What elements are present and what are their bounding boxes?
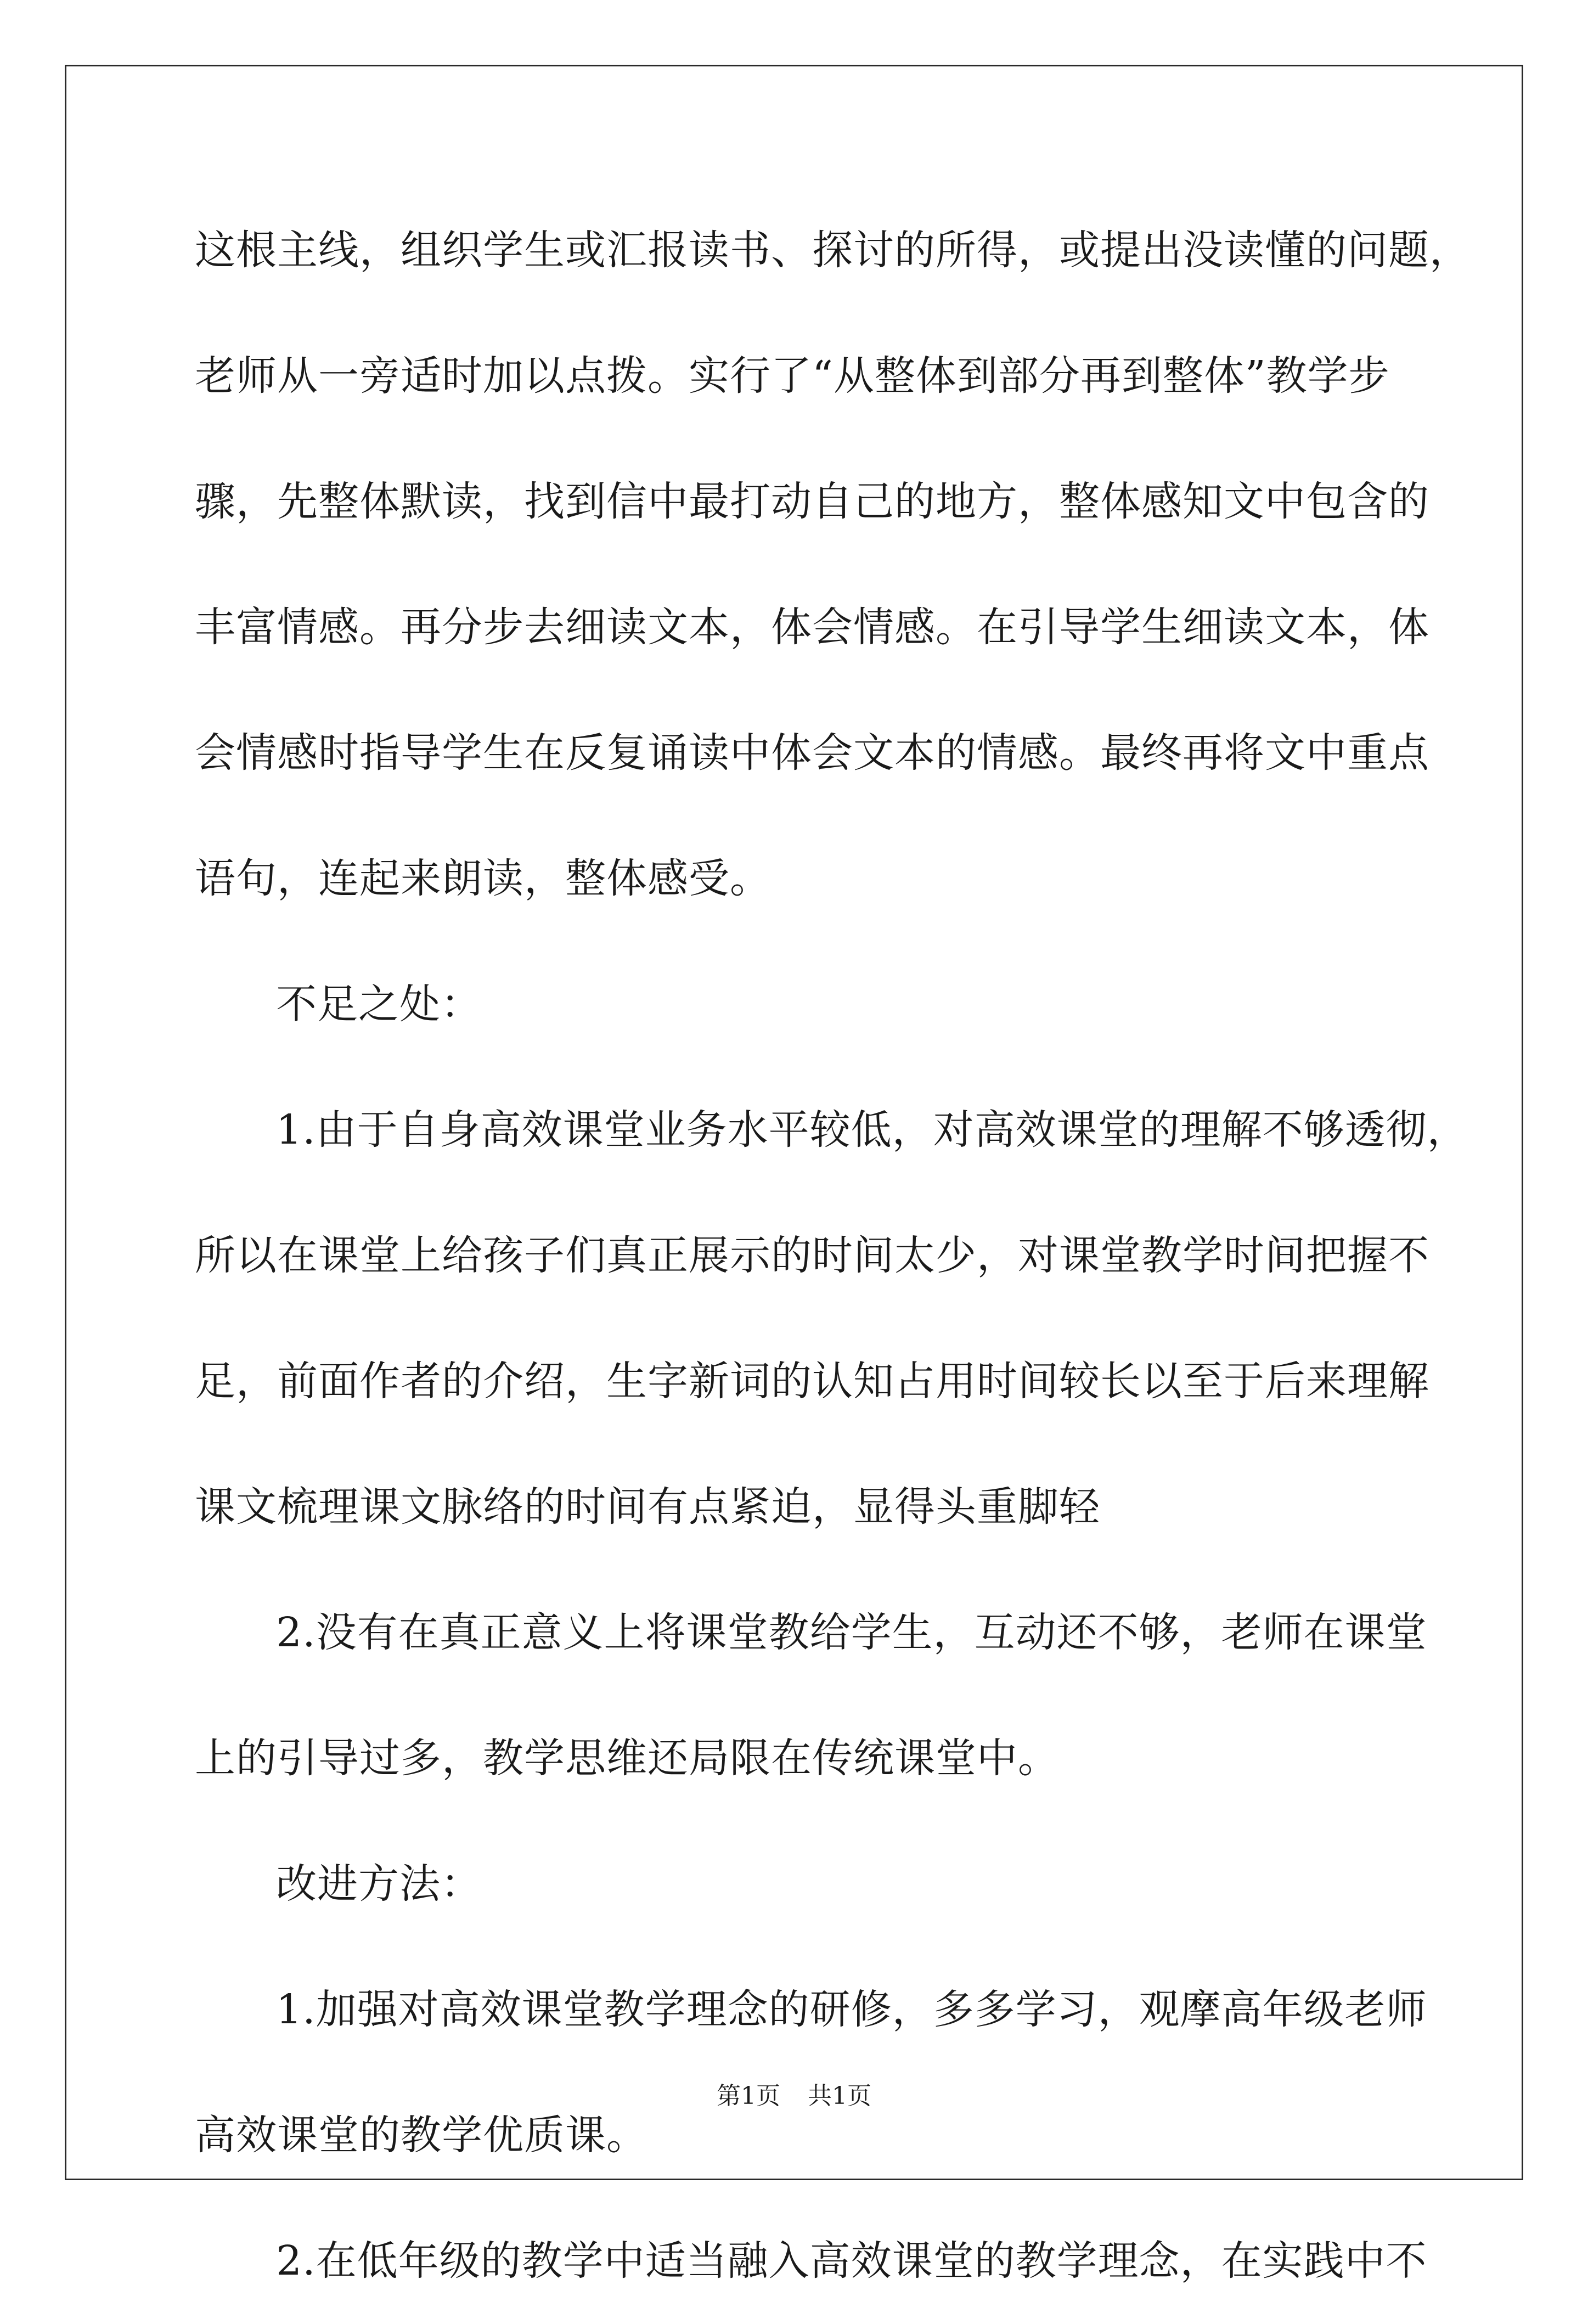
text-line: 老师从一旁适时加以点拨。实行了“从整体到部分再到整体”教学步: [195, 352, 1390, 399]
text-line: 会情感时指导学生在反复诵读中体会文本的情感。最终再将文中重点: [195, 729, 1429, 776]
page-footer: [0, 2080, 1588, 2113]
text-line: 不足之处：: [276, 981, 482, 1028]
document-body: [195, 188, 1471, 2324]
text-line: 足，前面作者的介绍，生字新词的认知占用时间较长以至于后来理解: [195, 1358, 1429, 1405]
text-line: 1.由于自身高效课堂业务水平较低，对高效课堂的理解不够透彻，: [276, 1106, 1468, 1153]
text-line: 高效课堂的教学优质课。: [195, 2112, 647, 2159]
text-line: 所以在课堂上给孩子们真正展示的时间太少，对课堂教学时间把握不: [195, 1232, 1429, 1279]
text-line: 课文梳理课文脉络的时间有点紧迫，显得头重脚轻: [195, 1483, 1100, 1530]
text-line: 语句，连起来朗读，整体感受。: [195, 855, 771, 902]
text-line: 2.没有在真正意义上将课堂教给学生，互动还不够，老师在课堂: [276, 1609, 1427, 1656]
page-number-total: 共1页: [808, 2082, 871, 2110]
page-number-current: 第1页: [717, 2082, 780, 2110]
text-line: 上的引导过多，教学思维还局限在传统课堂中。: [195, 1735, 1059, 1782]
text-line: 改进方法：: [276, 1860, 482, 1907]
text-line: 2.在低年级的教学中适当融入高效课堂的教学理念，在实践中不: [276, 2237, 1427, 2284]
text-line: 骤，先整体默读，找到信中最打动自己的地方，整体感知文中包含的: [195, 478, 1429, 525]
text-line: 1.加强对高效课堂教学理念的研修，多多学习，观摩高年级老师: [276, 1986, 1427, 2033]
text-line: 丰富情感。再分步去细读文本，体会情感。在引导学生细读文本，体: [195, 604, 1429, 651]
text-line: 这根主线，组织学生或汇报读书、探讨的所得，或提出没读懂的问题，: [195, 227, 1471, 274]
